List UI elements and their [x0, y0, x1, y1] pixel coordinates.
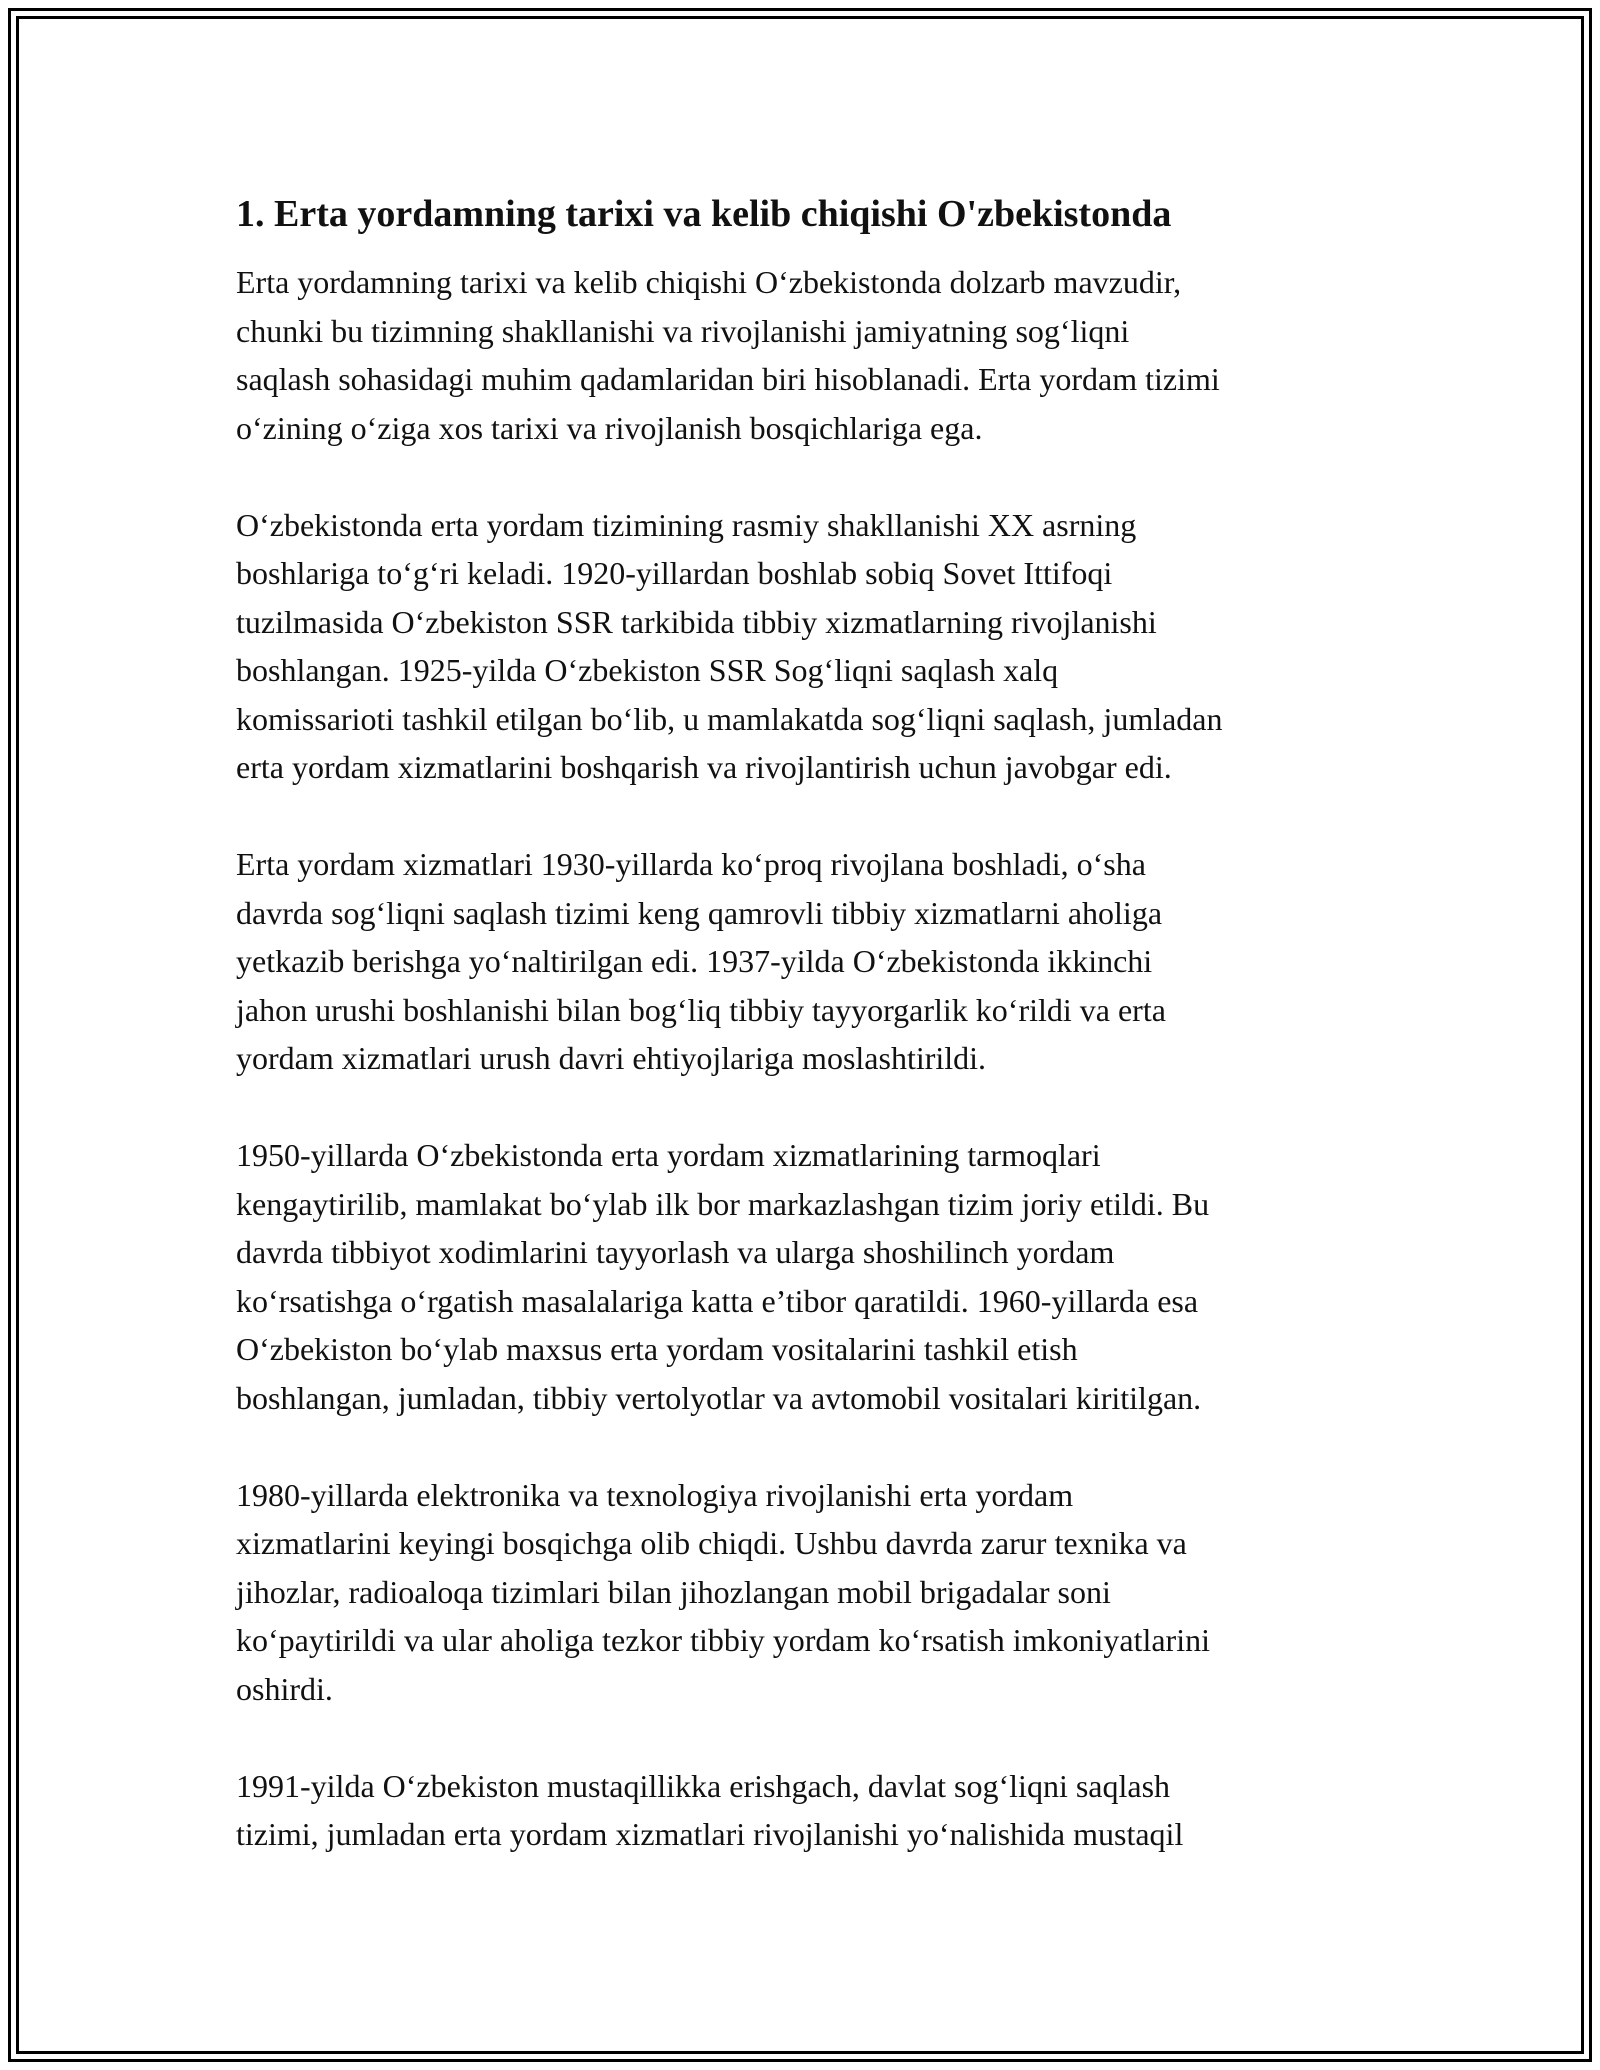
text-line: O‘zbekiston bo‘ylab maxsus erta yordam vositalarini tashkil etish [236, 1331, 1078, 1367]
text-line: 1991-yilda O‘zbekiston mustaqillikka erishgach, davlat sog‘liqni saqlash [236, 1767, 1171, 1804]
text-line: O‘zbekistonda erta yordam tizimining rasmiy shakllanishi XX asrning [236, 506, 1137, 543]
text-line: boshlangan, jumladan, tibbiy vertolyotlar va avtomobil vositalari kiritilgan. [236, 1379, 1202, 1416]
document-body [236, 186, 1376, 1907]
text-line: yordam xizmatlari urush davri ehtiyojlariga moslashtirildi. [236, 1040, 987, 1076]
text-line: kengaytirilib, mamlakat bo‘ylab ilk bor markazlashgan tizim joriy etildi. Bu [236, 1185, 1210, 1222]
text-line: ko‘rsatishga o‘rgatish masalalariga katta e’tibor qaratildi. 1960-yillarda esa [236, 1282, 1199, 1319]
text-line: jihozlar, radioaloqa tizimlari bilan jihozlangan mobil brigadalar soni [236, 1573, 1111, 1610]
text-line: Erta yordam xizmatlari 1930-yillarda ko‘proq rivojlana boshladi, o‘sha [236, 846, 1146, 882]
paragraph-1 [236, 258, 1376, 452]
paragraph-6 [236, 1762, 1376, 1859]
section-heading: 1. Erta yordamning tarixi va kelib chiqishi O'zbekistonda [236, 193, 1172, 235]
text-line: chunki bu tizimning shakllanishi va rivojlanishi jamiyatning sog‘liqni [236, 312, 1130, 349]
text-line: komissarioti tashkil etilgan bo‘lib, u mamlakatda sog‘liqni saqlash, jumladan [236, 700, 1223, 737]
paragraph-2 [236, 501, 1376, 792]
text-line: Erta yordamning tarixi va kelib chiqishi O‘zbekistonda dolzarb mavzudir, [236, 264, 1182, 300]
text-line: 1980-yillarda elektronika va texnologiya rivojlanishi erta yordam [236, 1476, 1074, 1513]
text-line: tizimi, jumladan erta yordam xizmatlari rivojlanishi yo‘nalishida mustaqil [236, 1816, 1184, 1852]
text-line: xizmatlarini keyingi bosqichga olib chiqdi. Ushbu davrda zarur texnika va [236, 1525, 1187, 1561]
text-line: ko‘paytirildi va ular aholiga tezkor tibbiy yordam ko‘rsatish imkoniyatlarini [236, 1622, 1210, 1658]
text-line: oshirdi. [236, 1670, 333, 1707]
text-line: tuzilmasida O‘zbekiston SSR tarkibida tibbiy xizmatlarning rivojlanishi [236, 603, 1157, 640]
text-line: yetkazib berishga yo‘naltirilgan edi. 1937-yilda O‘zbekistonda ikkinchi [236, 943, 1153, 979]
text-line: o‘zining o‘ziga xos tarixi va rivojlanish bosqichlariga ega. [236, 409, 983, 446]
text-line: davrda tibbiyot xodimlarini tayyorlash va ularga shoshilinch yordam [236, 1234, 1115, 1270]
text-line: davrda sog‘liqni saqlash tizimi keng qamrovli tibbiy xizmatlarni aholiga [236, 894, 1163, 931]
paragraph-4 [236, 1131, 1376, 1422]
text-line: 1950-yillarda O‘zbekistonda erta yordam xizmatlarining tarmoqlari [236, 1137, 1101, 1173]
paragraph-3 [236, 840, 1376, 1083]
text-line: jahon urushi boshlanishi bilan bog‘liq tibbiy tayyorgarlik ko‘rildi va erta [236, 991, 1166, 1028]
paragraph-5 [236, 1471, 1376, 1714]
text-line: boshlangan. 1925-yilda O‘zbekiston SSR Sog‘liqni saqlash xalq [236, 652, 1059, 688]
text-line: erta yordam xizmatlarini boshqarish va rivojlantirish uchun javobgar edi. [236, 749, 1172, 785]
text-line: saqlash sohasidagi muhim qadamlaridan biri hisoblanadi. Erta yordam tizimi [236, 361, 1220, 397]
text-line: boshlariga to‘g‘ri keladi. 1920-yillardan boshlab sobiq Sovet Ittifoqi [236, 555, 1113, 591]
